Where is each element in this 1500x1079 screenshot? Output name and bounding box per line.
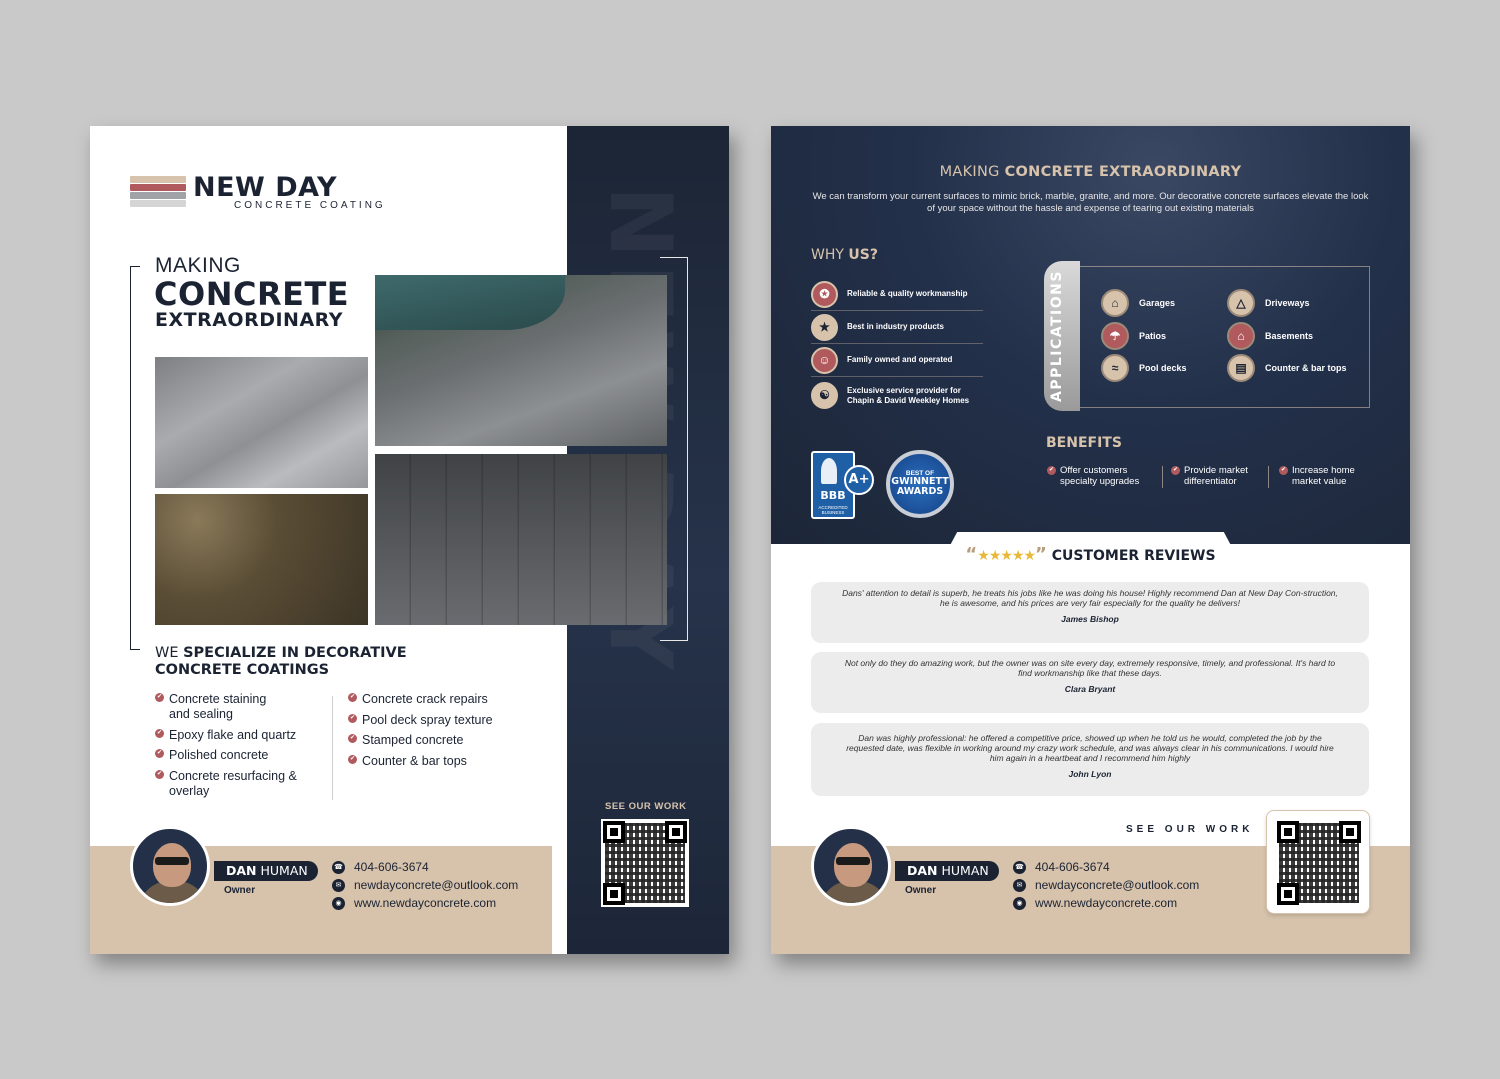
- service-item: ✔ Epoxy flake and quartz: [155, 728, 325, 743]
- owner-first-name: DAN: [226, 863, 257, 878]
- badge-icon: ✪: [811, 281, 838, 308]
- review-author: Clara Bryant: [1064, 684, 1116, 694]
- bbb-caption: ACCREDITED BUSINESS: [818, 505, 848, 515]
- family-icon: ☺: [811, 347, 838, 374]
- service-item: ✔ Polished concrete: [155, 748, 325, 763]
- five-stars-icon: ★★★★★: [977, 548, 1036, 564]
- application-text: Patios: [1139, 331, 1167, 341]
- qr-code-card[interactable]: [1266, 810, 1370, 914]
- service-item: ✔ Stamped concrete: [348, 733, 548, 748]
- pool-icon: ≈: [1101, 354, 1129, 382]
- gwinnett-award-badge: [886, 450, 954, 518]
- bbb-grade-badge: A+: [844, 465, 874, 495]
- services-divider: [332, 696, 333, 800]
- back-title-plain: MAKING: [939, 164, 1005, 180]
- driveway-icon: △: [1227, 289, 1255, 317]
- heading-concrete: CONCRETE: [154, 275, 350, 313]
- reviews-title-text: CUSTOMER REVIEWS: [1051, 548, 1216, 564]
- phone-text: 404-606-3674: [354, 860, 429, 874]
- service-item: ✔ Concrete crack repairs: [348, 692, 548, 707]
- owner-last-name: HUMAN: [260, 863, 308, 878]
- award-bottom: AWARDS: [896, 486, 944, 497]
- service-item: ✔ Concrete staining and sealing: [155, 692, 290, 722]
- patio-icon: ☂: [1101, 322, 1129, 350]
- qr-finder-icon: [603, 883, 625, 905]
- photo-pool-deck: [375, 275, 667, 446]
- globe-icon: ◉: [1013, 897, 1026, 910]
- why-item: [811, 278, 983, 311]
- website-text: www.newdayconcrete.com: [354, 896, 497, 910]
- applications-label: APPLICATIONS: [1049, 270, 1065, 402]
- company-logo: [130, 172, 386, 212]
- phone-link[interactable]: [332, 859, 518, 877]
- application-text: Driveways: [1265, 298, 1310, 308]
- phone-icon: ☎: [332, 861, 345, 874]
- qr-finder-icon: [1277, 883, 1299, 905]
- specialize-lead: WE: [155, 645, 184, 661]
- review-text: Dan was highly professional: he offered a competitive price, showed up when he told us he would, completed the job by the requested date, was flexible in working around my crazy work schedule, and was always clear in his communications. I would hire him again in a heartbeat and I recommend him highly: [846, 733, 1334, 763]
- back-title: [771, 164, 1410, 180]
- flyer-back: [771, 126, 1410, 954]
- qr-finder-icon: [1339, 821, 1361, 843]
- medal-icon: ★: [811, 314, 838, 341]
- why-bold: US?: [848, 247, 878, 263]
- services-list-left: [155, 692, 325, 804]
- see-our-work-label: SEE OUR WORK: [1126, 824, 1254, 835]
- qr-finder-icon: [665, 821, 687, 843]
- application-item: [1227, 289, 1310, 317]
- heading-bracket: [130, 266, 140, 650]
- review-text: Dans' attention to detail is superb, he treats his jobs like he was doing his house! Highly recommend Dan at New Day Con-struction, he is awesome, and his prices are very fair especially for the quality he delivers!: [842, 588, 1338, 608]
- quote-open: “: [965, 544, 978, 565]
- why-item: [811, 377, 983, 415]
- email-link[interactable]: [1013, 877, 1199, 895]
- see-our-work-label: SEE OUR WORK: [605, 801, 687, 812]
- pool-water: [375, 275, 565, 330]
- services-list-right: [348, 692, 548, 774]
- service-item: ✔ Concrete resurfacing & overlay: [155, 769, 305, 799]
- avatar-glasses: [155, 857, 189, 865]
- photo-coated-floor: [155, 357, 368, 488]
- application-text: Garages: [1139, 298, 1176, 308]
- avatar-glasses: [836, 857, 870, 865]
- owner-avatar: [130, 826, 210, 906]
- contact-list: [332, 859, 518, 913]
- mail-icon: ✉: [1013, 879, 1026, 892]
- quote-close: ”: [1035, 544, 1047, 565]
- owner-name: [895, 861, 999, 881]
- basement-icon: ⌂: [1227, 322, 1255, 350]
- why-item-text: Reliable & quality workmanship: [847, 289, 968, 298]
- qr-code[interactable]: [601, 819, 689, 907]
- benefit-divider: [1268, 466, 1269, 488]
- email-text: newdayconcrete@outlook.com: [1035, 878, 1200, 892]
- photo-epoxy-flake: [155, 494, 368, 625]
- logo-subtitle: CONCRETE COATING: [234, 200, 386, 211]
- bbb-mark: BBB: [820, 489, 846, 502]
- why-item: [811, 311, 983, 344]
- specialize-bold-1: SPECIALIZE IN DECORATIVE: [183, 645, 407, 661]
- owner-role: Owner: [905, 885, 937, 896]
- application-text: Basements: [1265, 331, 1314, 341]
- benefit-divider: [1162, 466, 1163, 488]
- specialize-heading: [155, 645, 407, 679]
- review-card: [811, 723, 1369, 796]
- qr-finder-icon: [1277, 821, 1299, 843]
- email-link[interactable]: [332, 877, 518, 895]
- avatar-face: [834, 843, 872, 887]
- application-item: [1101, 354, 1187, 382]
- garage-icon: ⌂: [1101, 289, 1129, 317]
- review-card: [811, 652, 1369, 713]
- phone-icon: ☎: [1013, 861, 1026, 874]
- photo-stamped-patio: [375, 454, 667, 625]
- award-top: BEST OF: [905, 470, 935, 477]
- reviews-heading: [771, 544, 1410, 565]
- why-us-heading: [811, 247, 878, 263]
- owner-role: Owner: [224, 885, 256, 896]
- review-text: Not only do they do amazing work, but the owner was on site every day, extremely responsive, timely, and professional. It's hard to find workmanship like that these days.: [844, 658, 1336, 678]
- specialize-bold-2: CONCRETE COATINGS: [155, 662, 330, 678]
- why-item-text: Exclusive service provider for Chapin & David Weekley Homes: [847, 386, 970, 405]
- owner-name: [214, 861, 318, 881]
- globe-icon: ◉: [332, 897, 345, 910]
- contact-list: [1013, 859, 1199, 913]
- application-item: [1227, 322, 1313, 350]
- review-author: James Bishop: [1061, 614, 1119, 624]
- why-plain: WHY: [811, 247, 849, 263]
- bricks-logo-icon: [130, 176, 186, 206]
- benefit-item: ✔ Offer customers specialty upgrades: [1047, 465, 1159, 487]
- qr-finder-icon: [603, 821, 625, 843]
- email-text: newdayconcrete@outlook.com: [354, 878, 519, 892]
- bbb-torch-icon: [821, 458, 837, 484]
- website-text: www.newdayconcrete.com: [1035, 896, 1178, 910]
- application-text: Pool decks: [1139, 363, 1187, 373]
- why-item-text: Best in industry products: [847, 322, 944, 331]
- avatar-face: [153, 843, 191, 887]
- phone-text: 404-606-3674: [1035, 860, 1110, 874]
- website-link[interactable]: [332, 895, 518, 913]
- applications-tab: [1044, 261, 1080, 411]
- back-intro: We can transform your current surfaces to mimic brick, marble, granite, and more. Our decorative concrete surfaces elevate the look of your space without the hassle and expense of tearing out existing materials: [812, 191, 1369, 214]
- award-mid: GWINNETT: [891, 476, 949, 487]
- why-us-list: [811, 278, 983, 415]
- benefit-item: ✔ Provide market differentiator: [1171, 465, 1267, 487]
- benefits-heading: BENEFITS: [1046, 435, 1122, 451]
- heading-extraordinary: EXTRAORDINARY: [155, 309, 344, 331]
- application-text: Counter & bar tops: [1265, 363, 1347, 373]
- service-item: ✔ Pool deck spray texture: [348, 713, 548, 728]
- why-item-text: Family owned and operated: [847, 355, 953, 364]
- owner-first-name: DAN: [907, 863, 938, 878]
- application-item: [1101, 289, 1175, 317]
- service-item: ✔ Counter & bar tops: [348, 754, 548, 769]
- back-title-bold: CONCRETE EXTRAORDINARY: [1004, 164, 1242, 180]
- qr-code[interactable]: [1275, 819, 1363, 907]
- why-item: [811, 344, 983, 377]
- counter-icon: ▤: [1227, 354, 1255, 382]
- logo-name: NEW DAY: [193, 172, 337, 203]
- owner-last-name: HUMAN: [941, 863, 989, 878]
- mail-icon: ✉: [332, 879, 345, 892]
- website-link[interactable]: [1013, 895, 1199, 913]
- flyer-front: [90, 126, 729, 954]
- review-author: John Lyon: [1068, 769, 1112, 779]
- heading-making: MAKING: [155, 254, 241, 277]
- review-card: [811, 582, 1369, 643]
- application-item: [1101, 322, 1166, 350]
- photo-frame-line: [660, 257, 688, 641]
- owner-avatar: [811, 826, 891, 906]
- application-item: [1227, 354, 1347, 382]
- phone-link[interactable]: [1013, 859, 1199, 877]
- handshake-icon: ☯: [811, 382, 838, 409]
- benefit-item: ✔ Increase home market value: [1279, 465, 1371, 487]
